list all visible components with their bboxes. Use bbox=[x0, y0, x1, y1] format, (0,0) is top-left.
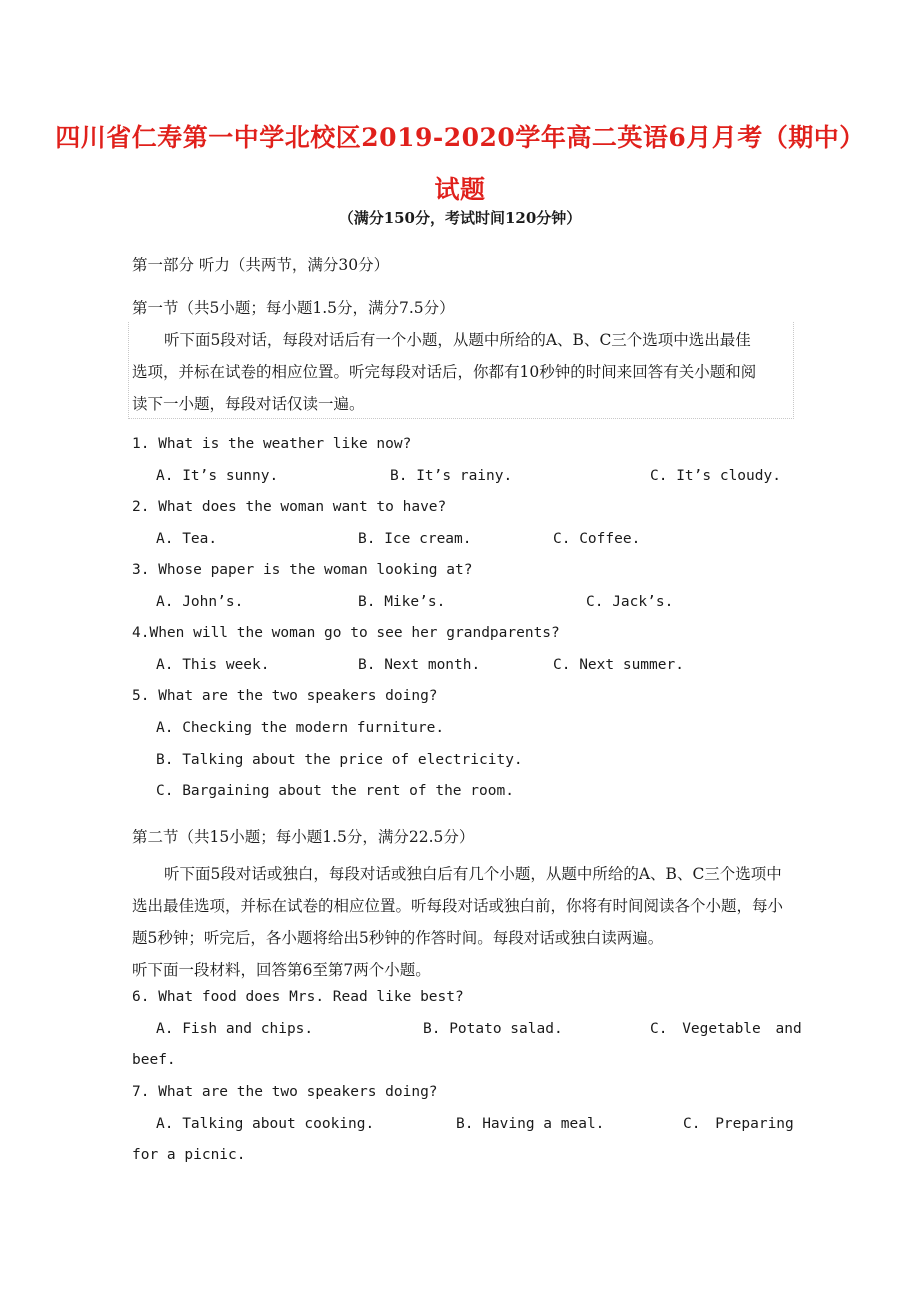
document-title: 四川省仁寿第一中学北校区2019-2020学年高二英语6月月考（期中） bbox=[55, 123, 865, 152]
q6-option-a: A. Fish and chips. bbox=[156, 1021, 314, 1037]
q1-option-c: C. It’s cloudy. bbox=[650, 468, 781, 484]
question-3: 3. Whose paper is the woman looking at? bbox=[132, 562, 473, 578]
q1-option-b: B. It’s rainy. bbox=[390, 468, 513, 484]
q6-option-b: B. Potato salad. bbox=[423, 1021, 563, 1037]
q7-option-c: C. Preparing bbox=[683, 1116, 794, 1132]
q5-option-b: B. Talking about the price of electricity. bbox=[156, 752, 523, 768]
section1-heading: 第一节（共5小题；每小题1.5分，满分7.5分） bbox=[132, 299, 455, 317]
question-6: 6. What food does Mrs. Read like best? bbox=[132, 989, 464, 1005]
question-1: 1. What is the weather like now? bbox=[132, 436, 412, 452]
q1-option-a: A. It’s sunny. bbox=[156, 468, 279, 484]
q7-option-a: A. Talking about cooking. bbox=[156, 1116, 375, 1132]
q5-option-c: C. Bargaining about the rent of the room. bbox=[156, 783, 514, 799]
q2-option-a: A. Tea. bbox=[156, 531, 218, 547]
q3-option-c: C. Jack’s. bbox=[586, 594, 674, 610]
q4-option-a: A. This week. bbox=[156, 657, 270, 673]
score-time-note: （满分150分，考试时间120分钟） bbox=[338, 209, 582, 227]
section1-instruction-line2: 选项，并标在试卷的相应位置。听完每段对话后，你都有10秒钟的时间来回答有关小题和阅 bbox=[132, 363, 757, 381]
question-4: 4.When will the woman go to see her grandparents? bbox=[132, 625, 560, 641]
q6-option-c: C. Vegetable and bbox=[650, 1021, 802, 1037]
q7-option-b: B. Having a meal. bbox=[456, 1116, 605, 1132]
material-note: 听下面一段材料，回答第6至第7两个小题。 bbox=[132, 961, 431, 979]
q4-option-b: B. Next month. bbox=[358, 657, 481, 673]
section2-instruction-line2: 选出最佳选项，并标在试卷的相应位置。听每段对话或独白前，你将有时间阅读各个小题，每小 bbox=[132, 897, 784, 915]
q2-option-c: C. Coffee. bbox=[553, 531, 641, 547]
question-5: 5. What are the two speakers doing? bbox=[132, 688, 438, 704]
q3-option-a: A. John’s. bbox=[156, 594, 244, 610]
part1-heading: 第一部分 听力（共两节，满分30分） bbox=[132, 256, 390, 274]
section1-instruction-line1: 听下面5段对话，每段对话后有一个小题，从题中所给的A、B、C三个选项中选出最佳 bbox=[164, 331, 751, 349]
section2-instruction-line3: 题5秒钟；听完后，各小题将给出5秒钟的作答时间。每段对话或独白读两遍。 bbox=[132, 929, 664, 947]
q3-option-b: B. Mike’s. bbox=[358, 594, 446, 610]
document-title-cont: 试题 bbox=[434, 175, 486, 204]
q6-option-c-cont: beef. bbox=[132, 1052, 176, 1068]
q7-option-c-cont: for a picnic. bbox=[132, 1147, 246, 1163]
q5-option-a: A. Checking the modern furniture. bbox=[156, 720, 445, 736]
question-7: 7. What are the two speakers doing? bbox=[132, 1084, 438, 1100]
q2-option-b: B. Ice cream. bbox=[358, 531, 472, 547]
q4-option-c: C. Next summer. bbox=[553, 657, 684, 673]
section2-heading: 第二节（共15小题；每小题1.5分，满分22.5分） bbox=[132, 828, 475, 846]
question-2: 2. What does the woman want to have? bbox=[132, 499, 447, 515]
section1-instruction-line3: 读下一小题，每段对话仅读一遍。 bbox=[132, 395, 365, 413]
section2-instruction-line1: 听下面5段对话或独白，每段对话或独白后有几个小题，从题中所给的A、B、C三个选项中 bbox=[164, 865, 782, 883]
